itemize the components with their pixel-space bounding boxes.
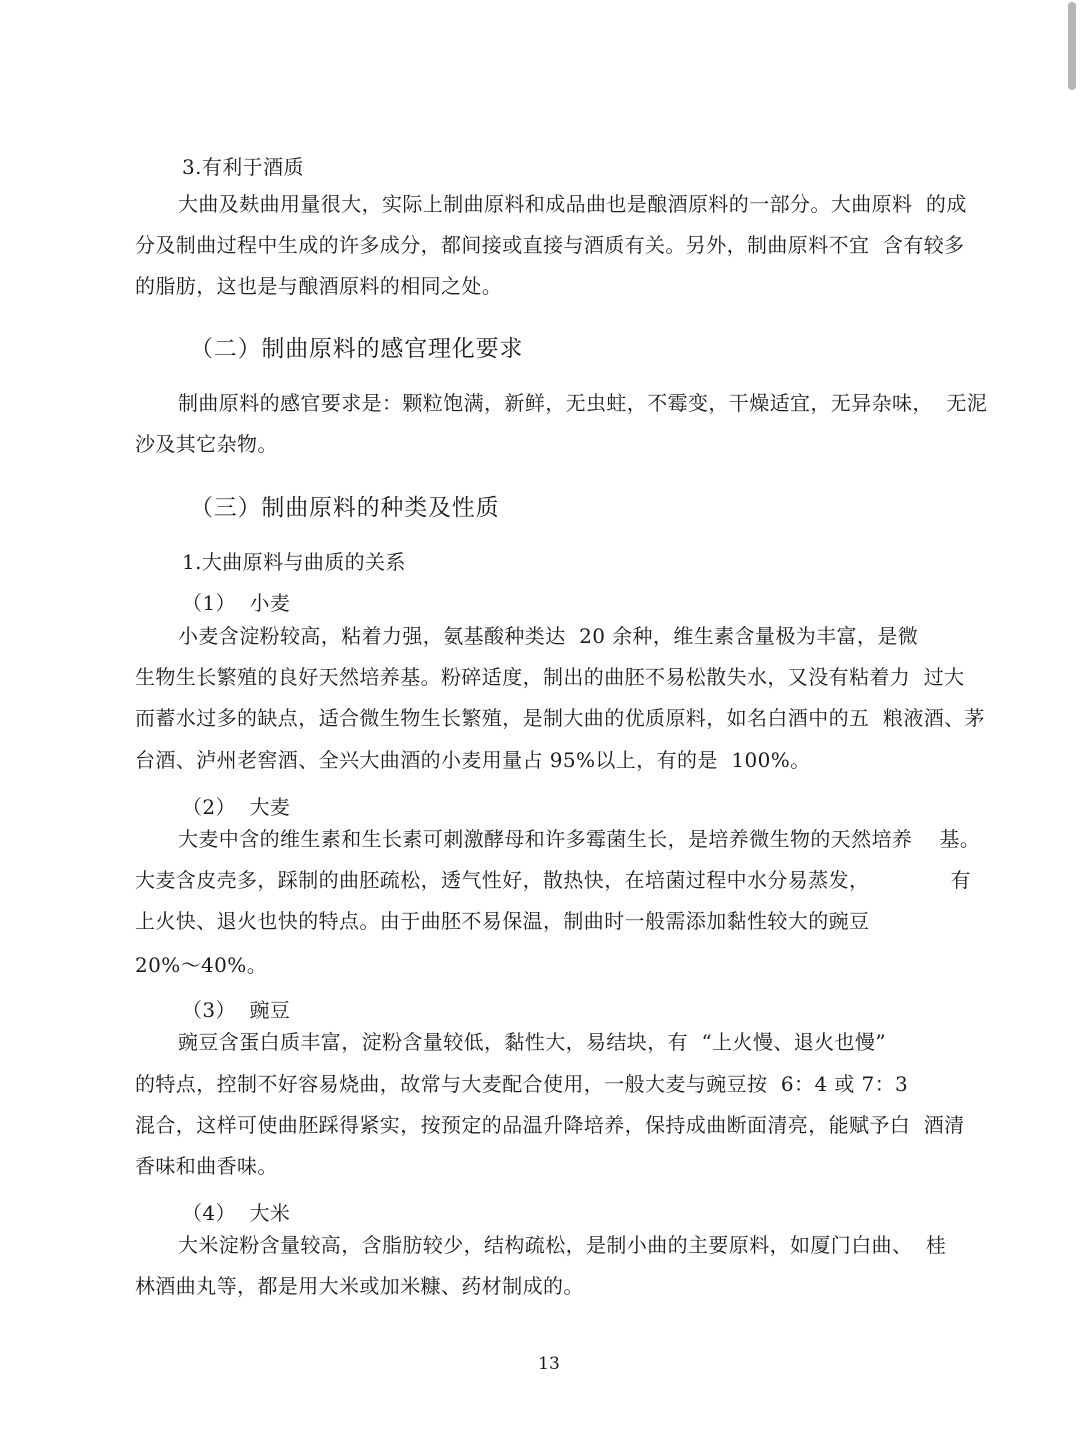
paragraph-line: 分及制曲过程中生成的许多成分，都间接或直接与酒质有关。另外，制曲原料不宜 含有较多 [135,233,965,257]
paragraph-line: 生物生长繁殖的良好天然培养基。粉碎适度，制出的曲胚不易松散失水，又没有粘着力 过大 [135,665,965,689]
paragraph-line: 沙及其它杂物。 [135,432,278,456]
item-title-rice: （4） 大米 [182,1201,291,1225]
paragraph-line: 大麦中含的维生素和生长素可刺激酵母和许多霉菌生长，是培养微生物的天然培养 基。 [178,827,981,851]
item-title-pea: （3） 豌豆 [182,998,291,1022]
paragraph-line: 豌豆含蛋白质丰富，淀粉含量较低，黏性大，易结块，有 “上火慢、退火也慢” [178,1030,886,1054]
paragraph-line: 的特点，控制不好容易烧曲，故常与大麦配合使用，一般大麦与豌豆按 6：4 或 7：3 [135,1072,909,1096]
paragraph-line: 制曲原料的感官要求是：颗粒饱满，新鲜，无虫蛀，不霉变，干燥适宜，无异杂味， 无泥 [178,391,988,415]
paragraph-line: 的脂肪，这也是与酿酒原料的相同之处。 [135,274,503,298]
paragraph-line: 小麦含淀粉较高，粘着力强，氨基酸种类达 20 余种，维生素含量极为丰富，是微 [178,624,919,648]
item-title-wheat: （1） 小麦 [182,591,291,615]
paragraph-line: 大麦含皮壳多，踩制的曲胚疏松，透气性好，散热快，在培菌过程中水分易蒸发， 有 [135,868,971,892]
page-number: 13 [538,1354,560,1374]
heading-sensory-requirements: （二）制曲原料的感官理化要求 [190,336,524,362]
paragraph-line: 20%～40%。 [135,953,268,977]
scrollbar[interactable] [1066,0,1080,1451]
paragraph-line: 大曲及麸曲用量很大，实际上制曲原料和成品曲也是酿酒原料的一部分。大曲原料 的成 [178,192,967,216]
paragraph-line: 混合，这样可使曲胚踩得紧实，按预定的品温升降培养，保持成曲断面清亮，能赋予白 酒清 [135,1113,965,1137]
subsection-title: 1.大曲原料与曲质的关系 [182,550,406,574]
heading-material-types: （三）制曲原料的种类及性质 [190,495,500,521]
item-title-barley: （2） 大麦 [182,795,291,819]
scrollbar-thumb[interactable] [1068,2,1076,90]
paragraph-line: 香味和曲香味。 [135,1154,278,1178]
paragraph-line: 台酒、泸州老窖酒、全兴大曲酒的小麦用量占 95%以上，有的是 100%。 [135,748,811,772]
paragraph-line: 上火快、退火也快的特点。由于曲胚不易保温，制曲时一般需添加黏性较大的豌豆 [135,909,870,933]
paragraph-line: 林酒曲丸等，都是用大米或加米糠、药材制成的。 [135,1274,584,1298]
paragraph-line: 而蓄水过多的缺点，适合微生物生长繁殖，是制大曲的优质原料，如名白酒中的五 粮液酒、茅 [135,706,985,730]
section-3-title: 3.有利于酒质 [182,155,304,179]
paragraph-line: 大米淀粉含量较高，含脂肪较少，结构疏松，是制小曲的主要原料，如厦门白曲、 桂 [178,1233,947,1257]
